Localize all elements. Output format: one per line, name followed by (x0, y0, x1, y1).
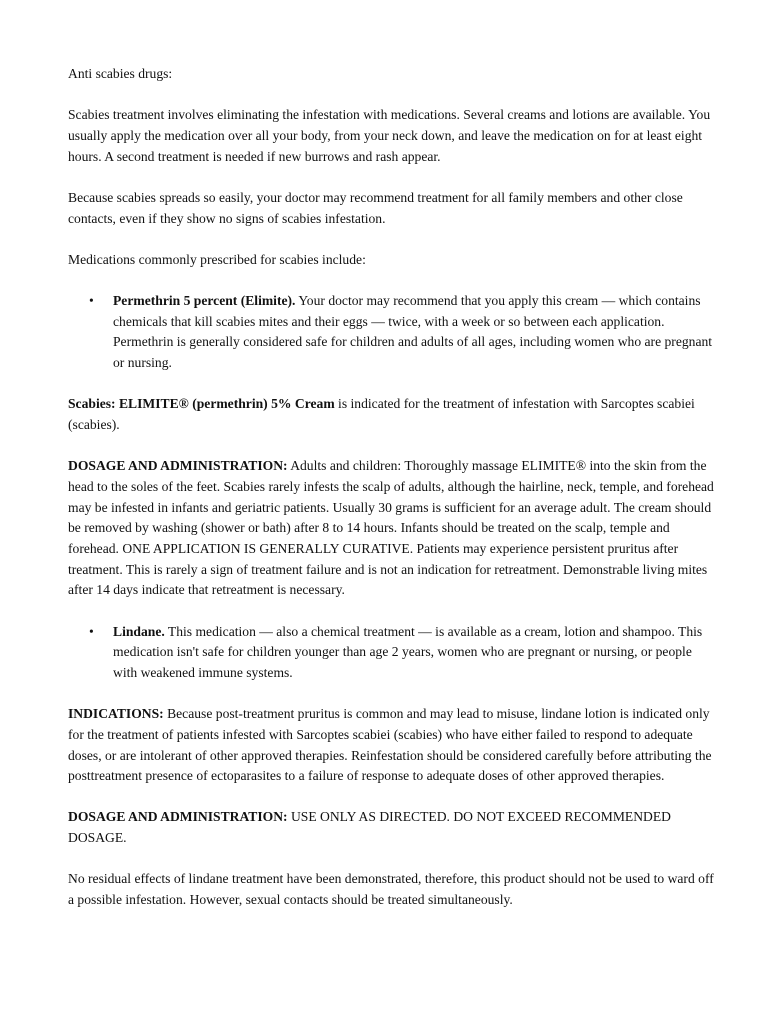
list-item-lindane (89, 622, 718, 684)
lindane-title: Lindane. (113, 623, 165, 639)
document-page (68, 64, 718, 931)
intro-paragraph-treatment: Scabies treatment involves eliminating the infestation with medications. Several creams and lotions are available. You usually apply the medication over all your body, from your neck down, and leave the medication on for at least eight hours. A second treatment is needed if new burrows and rash appear. (68, 107, 711, 164)
closing-paragraph: No residual effects of lindane treatment have been demonstrated, therefore, this product should not be used to ward off a possible infestation. However, sexual contacts should be treated simultaneously. (68, 871, 714, 908)
permethrin-title: Permethrin 5 percent (Elimite). (113, 292, 296, 308)
lindane-indications-paragraph (68, 704, 718, 787)
elimite-indication-label: Scabies: ELIMITE® (permethrin) 5% Cream (68, 396, 335, 412)
elimite-dosage-text: Adults and children: Thoroughly massage ELIMITE® into the skin from the head to the soles of the feet. Scabies rarely infests the scalp of adults, although the hairline, neck, temple, and forehead may be infested in infants and geriatric patients. Usually 30 grams is sufficient for an average adult. The cream should be removed by washing (shower or bath) after 8 to 14 hours. Infants should be treated on the scalp, temple and forehead. ONE APPLICATION IS GENERALLY CURATIVE. Patients may experience persistent pruritus after treatment. This is rarely a sign of treatment failure and is not an indication for retreatment. Demonstrable living mites after 14 days indicate that retreatment is necessary. (68, 458, 714, 598)
lindane-dosage-label: DOSAGE AND ADMINISTRATION: (68, 809, 288, 825)
permethrin-text: Your doctor may recommend that you apply this cream — which contains chemicals that kill scabies mites and their eggs — twice, with a week or so between each application. Permethrin is generally considered safe for children and adults of all ages, including women who are pregnant or nursing. (113, 292, 713, 371)
elimite-indication-paragraph (68, 394, 718, 435)
lindane-list (68, 622, 718, 684)
lindane-dosage-text: USE ONLY AS DIRECTED. DO NOT EXCEED RECOMMENDED DOSAGE. (68, 809, 671, 846)
intro-paragraph-medications: Medications commonly prescribed for scabies include: (68, 251, 366, 267)
lindane-indications-text: Because post-treatment pruritus is common and may lead to misuse, lindane lotion is indicated only for the treatment of patients infested with Sarcoptes scabiei (scabies) who have either failed to respond to adequate doses, or are intolerant of other approved therapies. Reinfestation should be considered carefully before attributing the posttreatment presence of ectoparasites to a failure of response to adequate doses of other approved therapies. (68, 706, 712, 784)
document-heading: Anti scabies drugs: (68, 66, 173, 81)
lindane-indications-label: INDICATIONS: (68, 706, 164, 722)
elimite-dosage-paragraph (68, 456, 718, 601)
lindane-text: This medication — also a chemical treatment — is available as a cream, lotion and shampoo. This medication isn't safe for children younger than age 2 years, women who are pregnant or nursing, or people with weakened immune systems. (113, 623, 703, 680)
lindane-dosage-paragraph (68, 807, 718, 848)
intro-paragraph-contacts: Because scabies spreads so easily, your doctor may recommend treatment for all family members and other close contacts, even if they show no signs of scabies infestation. (68, 189, 683, 226)
bullet-icon: • (89, 292, 94, 308)
elimite-indication-text: is indicated for the treatment of infestation with Sarcoptes scabiei (scabies). (68, 396, 695, 432)
permethrin-list (68, 291, 718, 374)
bullet-icon: • (89, 623, 94, 639)
list-item-permethrin (89, 291, 718, 374)
elimite-dosage-label: DOSAGE AND ADMINISTRATION: (68, 458, 288, 474)
